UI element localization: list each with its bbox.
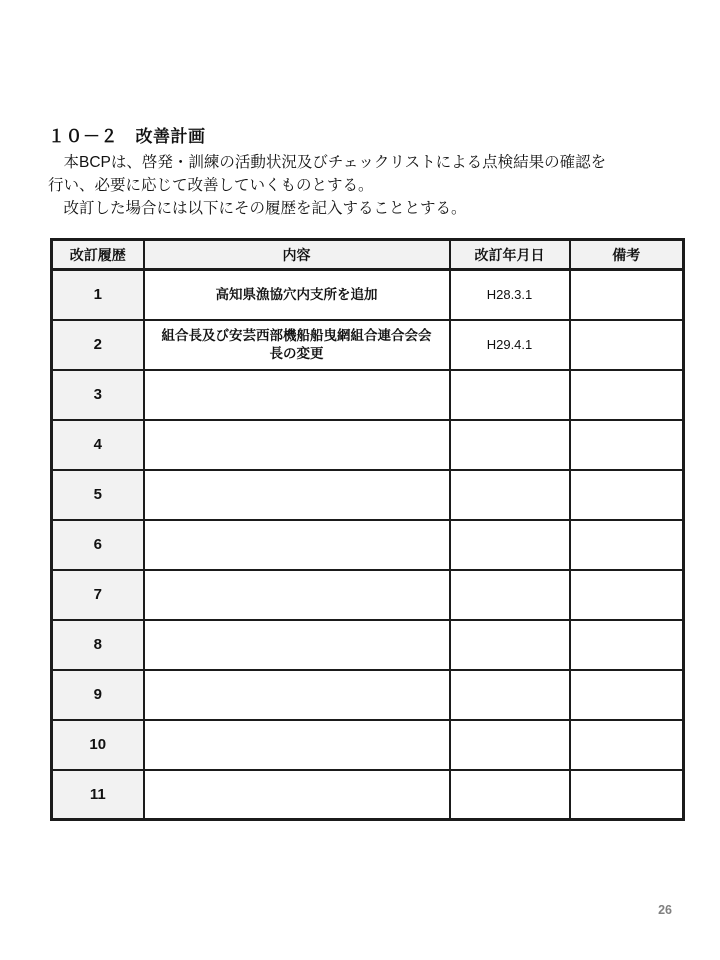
content-cell: 組合長及び安芸西部機船船曳網組合連合会会長の変更 <box>144 320 450 370</box>
content-cell <box>144 370 450 420</box>
table-row <box>52 720 684 770</box>
date-cell <box>450 420 570 470</box>
date-cell: H29.4.1 <box>450 320 570 370</box>
revision-history-table <box>50 238 685 821</box>
content-cell: 高知県漁協穴内支所を追加 <box>144 270 450 320</box>
table-row <box>52 420 684 470</box>
table-row <box>52 620 684 670</box>
note-cell <box>570 420 684 470</box>
content-cell <box>144 770 450 820</box>
revision-no-cell: 9 <box>52 670 144 720</box>
header-content: 内容 <box>144 240 450 270</box>
note-cell <box>570 370 684 420</box>
content-cell <box>144 520 450 570</box>
note-cell <box>570 520 684 570</box>
note-cell <box>570 720 684 770</box>
intro-paragraph-line-1: 本BCPは、啓発・訓練の活動状況及びチェックリストによる点検結果の確認を <box>48 154 607 171</box>
document-body <box>48 122 674 220</box>
date-cell <box>450 620 570 670</box>
table-row <box>52 520 684 570</box>
intro-paragraph-line-3: 改訂した場合には以下にその履歴を記入することとする。 <box>48 200 467 217</box>
date-cell <box>450 770 570 820</box>
note-cell <box>570 320 684 370</box>
content-cell <box>144 470 450 520</box>
table-row <box>52 670 684 720</box>
revision-no-cell: 8 <box>52 620 144 670</box>
note-cell <box>570 620 684 670</box>
content-cell <box>144 420 450 470</box>
date-cell <box>450 370 570 420</box>
content-cell <box>144 720 450 770</box>
content-cell <box>144 570 450 620</box>
date-cell <box>450 720 570 770</box>
header-revision-no: 改訂履歴 <box>52 240 144 270</box>
table-row <box>52 770 684 820</box>
header-remarks: 備考 <box>570 240 684 270</box>
revision-no-cell: 2 <box>52 320 144 370</box>
table-row <box>52 370 684 420</box>
revision-no-cell: 10 <box>52 720 144 770</box>
page-number: 26 <box>658 903 672 917</box>
note-cell <box>570 270 684 320</box>
table-row <box>52 570 684 620</box>
note-cell <box>570 770 684 820</box>
date-cell <box>450 570 570 620</box>
note-cell <box>570 470 684 520</box>
revision-no-cell: 6 <box>52 520 144 570</box>
revision-no-cell: 11 <box>52 770 144 820</box>
revision-no-cell: 7 <box>52 570 144 620</box>
table-row <box>52 270 684 320</box>
table-header-row <box>52 240 684 270</box>
revision-no-cell: 5 <box>52 470 144 520</box>
revision-no-cell: 4 <box>52 420 144 470</box>
content-cell <box>144 670 450 720</box>
revision-no-cell: 1 <box>52 270 144 320</box>
revision-no-cell: 3 <box>52 370 144 420</box>
note-cell <box>570 670 684 720</box>
content-cell <box>144 620 450 670</box>
header-revision-date: 改訂年月日 <box>450 240 570 270</box>
intro-paragraph-line-2: 行い、必要に応じて改善していくものとする。 <box>48 177 374 194</box>
date-cell <box>450 520 570 570</box>
page-title: １０－２ 改善計画 <box>48 127 206 146</box>
date-cell <box>450 470 570 520</box>
table-row <box>52 470 684 520</box>
table-row <box>52 320 684 370</box>
date-cell <box>450 670 570 720</box>
date-cell: H28.3.1 <box>450 270 570 320</box>
note-cell <box>570 570 684 620</box>
